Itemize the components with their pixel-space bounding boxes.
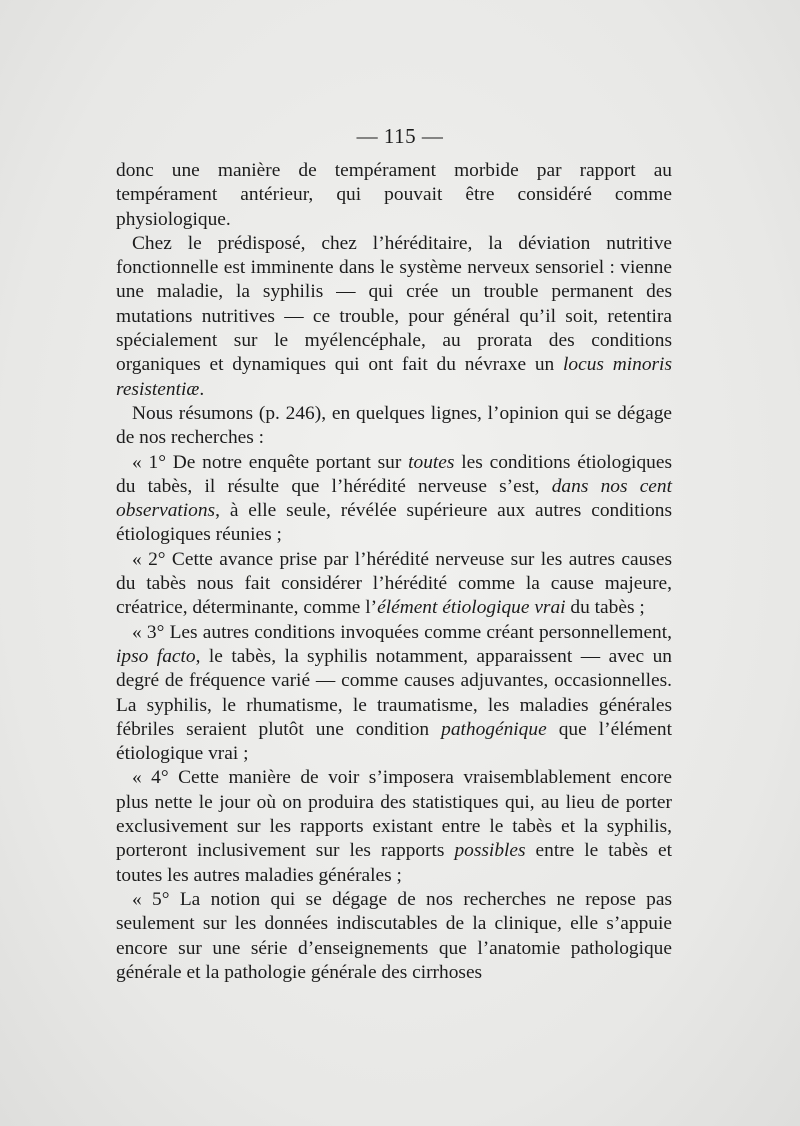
text-run: « 3° Les autres conditions invoquées comme créant personnellement,	[132, 621, 672, 643]
paragraph	[116, 402, 672, 451]
italic-text: possibles	[454, 840, 526, 862]
text-run: Chez le prédisposé, chez l’héréditaire, la déviation nutritive fonctionnelle est imminente dans le système nerveux sensoriel : vienne une maladie, la syphilis — qui crée un trouble permanent des mutations nutritives — ce trouble, pour général qu’il soit, retentira spécialement sur le myélencéphale, au prorata des conditions organiques et dynamiques qui ont fait du névraxe un	[116, 232, 672, 376]
text-run: que l’élément étiologique vrai ;	[116, 718, 672, 765]
italic-text: toutes	[408, 451, 455, 473]
text-run: « 5° La notion qui se dégage de nos recherches ne repose pas seulement sur les données indiscutables de la clinique, elle s’appuie encore sur une série d’enseignements que l’anatomie pathologique générale et la pathologie générale des cirrhoses	[116, 888, 672, 983]
body-text	[116, 159, 672, 985]
paragraph	[116, 766, 672, 887]
text-run: du tabès ;	[565, 597, 645, 619]
page-number: — 115 —	[356, 124, 444, 148]
text-run: « 2° Cette avance prise par l’hérédité nerveuse sur les autres causes du tabès nous fait considérer l’hérédité comme la cause majeure, créatrice, déterminante, comme l’	[116, 548, 672, 619]
text-run: entre le tabès et toutes les autres maladies générales ;	[116, 840, 672, 886]
paragraph	[116, 451, 672, 548]
text-run: .	[199, 378, 205, 400]
text-run: « 1° De notre enquête portant sur	[132, 451, 409, 473]
text-run: , à elle seule, révélée supérieure aux autres conditions étiologiques réunies ;	[116, 500, 672, 546]
paragraph	[116, 621, 672, 767]
italic-text: ipso facto	[116, 645, 196, 667]
text-run: les conditions étiologiques du tabès, il résulte que l’hérédité nerveuse s’est,	[116, 451, 672, 497]
paragraph	[116, 888, 672, 985]
italic-text: dans nos cent observations	[116, 475, 673, 522]
text-run: « 4° Cette manière de voir s’imposera vraisemblablement encore plus nette le jour où on produira des statistiques qui, au lieu de porter exclusivement sur les rapports existant entre le tabès et la syphilis, porteront inclusivement sur les rapports	[116, 767, 672, 862]
paragraph	[116, 232, 672, 402]
text-run: donc une manière de tempérament morbide par rapport au tempérament antérieur, qui pouvait être considéré comme physiologique.	[116, 160, 672, 230]
text-run: Nous résumons (p. 246), en quelques lignes, l’opinion qui se dégage de nos recherches :	[116, 402, 672, 449]
paragraph	[116, 159, 672, 232]
paragraph	[116, 548, 672, 621]
italic-text: locus minoris resistentiæ	[116, 354, 672, 400]
text-run: , le tabès, la syphilis notamment, apparaissent — avec un degré de fréquence varié — comme causes adjuvantes, occasionnelles. La syphilis, le rhumatisme, le traumatisme, les maladies générales fébriles seraient plutôt une condition	[116, 645, 672, 740]
italic-text: pathogénique	[441, 718, 547, 740]
italic-text: élément étiologique vrai	[377, 597, 566, 619]
